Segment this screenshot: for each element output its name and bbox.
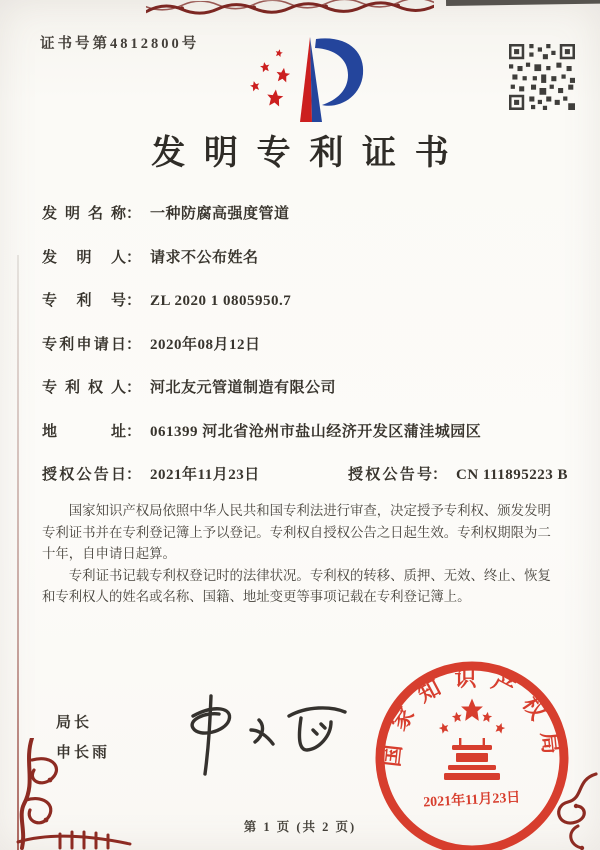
field-row-grant — [42, 464, 574, 487]
grant-number: 授权公告号： CN 111895223 B — [347, 467, 568, 483]
signature-strokes — [155, 686, 365, 781]
legal-paragraph-1: 国家知识产权局依照中华人民共和国专利法进行审查，决定授予专利权、颁发发明专利证书并在专利登记簿上予以登记。专利权自授权公告之日起生效。专利权期限为二十年，自申请日起算。 — [42, 503, 551, 561]
field-label: 专利权人： — [42, 380, 142, 396]
certificate-number: 证书号第4812800号 — [40, 36, 200, 52]
grant-date: 授权公告日： 2021年11月23日 — [42, 467, 260, 483]
qr-code — [509, 44, 575, 110]
director-signature — [155, 686, 365, 781]
field-row-inventor — [42, 247, 574, 270]
field-value: 河北友元管道制造有限公司 — [150, 380, 337, 396]
seal-national-emblem — [438, 699, 507, 781]
field-row-filing-date — [42, 334, 574, 357]
field-row-patentee — [42, 377, 574, 400]
certificate-title: 发明专利证书 — [151, 135, 468, 172]
legal-text-block — [42, 500, 562, 608]
field-value: 061399 河北省沧州市盐山经济开发区蒲洼城园区 — [150, 423, 482, 440]
certificate-fields — [42, 203, 574, 487]
field-label: 专利号： — [42, 293, 142, 309]
seal-arc-text-holder — [379, 666, 566, 768]
field-label: 发明名称： — [42, 206, 142, 222]
field-label: 地址： — [42, 423, 142, 440]
field-row-address — [42, 421, 574, 444]
field-label: 发明人： — [42, 249, 142, 266]
page-footer: 第 1 页 (共 2 页) — [243, 820, 357, 834]
logo-stars — [249, 49, 291, 107]
field-value: 2020年08月12日 — [150, 336, 261, 353]
top-right-dark-bar — [446, 0, 600, 6]
field-value: 请求不公布姓名 — [150, 249, 259, 266]
top-border-ornament — [146, 0, 434, 16]
field-value: 一种防腐高强度管道 — [150, 206, 290, 222]
field-value: ZL 2020 1 0805950.7 — [150, 293, 292, 309]
logo-red-wedge — [300, 37, 312, 122]
seal-date: 2021年11月23日 — [422, 790, 521, 811]
director-name: 申长雨 — [56, 745, 111, 761]
logo-blue-p-curve — [315, 38, 363, 105]
field-row-invention-name — [42, 203, 574, 226]
signatory-block — [56, 708, 110, 768]
cnipa-logo — [242, 33, 372, 125]
director-title: 局长 — [56, 715, 93, 731]
seal-text: 国家知识产权局 — [378, 666, 566, 769]
logo-blue-wedge — [310, 37, 322, 122]
legal-paragraph-2: 专利证书记载专利权登记时的法律状况。专利权的转移、质押、无效、终止、恢复和专利权人的姓名或名称、国籍、地址变更等事项记载在专利登记簿上。 — [42, 567, 551, 604]
field-row-patent-number — [42, 290, 574, 313]
field-label: 专利申请日： — [42, 336, 142, 353]
